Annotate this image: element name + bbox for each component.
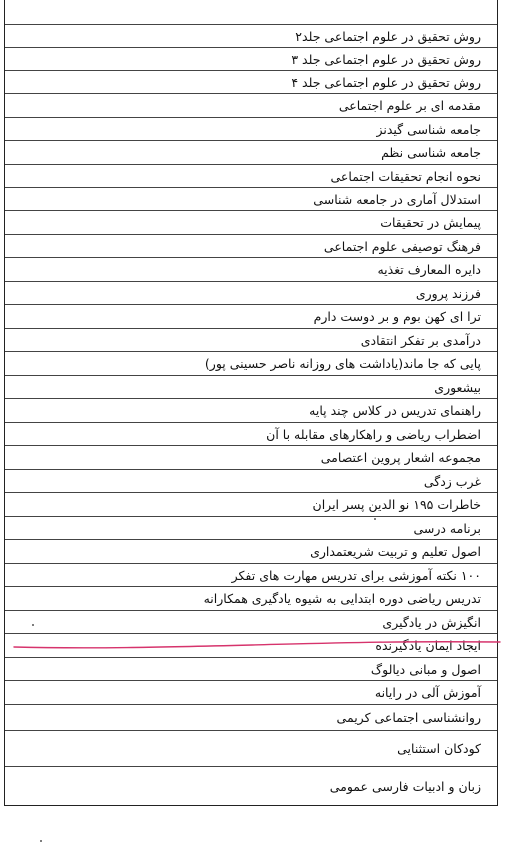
table-row <box>5 422 497 445</box>
table-row <box>5 351 497 375</box>
book-title: خاطرات ۱۹۵ نو الدین پسر ایران <box>312 497 481 512</box>
book-title: جامعه شناسی نظم <box>381 145 481 160</box>
book-title: روش تحقیق در علوم اجتماعی جلد۲ <box>295 28 481 44</box>
book-title: اصول و مبانی دیالوگ <box>370 661 481 677</box>
book-title: پایی که جا ماند(یاداشت های روزانه ناصر حسینی پور) <box>204 356 481 371</box>
table-row <box>5 563 497 586</box>
table-row <box>5 257 497 281</box>
book-title: ترا ای کهن بوم و بر دوست دارم <box>313 309 481 324</box>
table-row <box>5 516 497 539</box>
table-row <box>5 140 497 164</box>
table-row <box>5 47 497 70</box>
table-row <box>5 633 497 657</box>
table-row <box>5 586 497 610</box>
book-title: فرهنگ توصیفی علوم اجتماعی <box>323 238 481 254</box>
ink-speck <box>40 840 42 842</box>
table-row <box>5 610 497 633</box>
book-title: بیشعوری <box>434 379 481 395</box>
book-title: ۱۰۰ نکته آموزشی برای تدریس مهارت های تفکر <box>231 567 481 583</box>
table-row <box>5 117 497 140</box>
table-row <box>5 328 497 351</box>
book-title: تدریس ریاضی دوره ابتدایی به شیوه یادگیری همکارانه <box>203 591 481 606</box>
table-row <box>5 187 497 210</box>
table-row <box>5 704 497 730</box>
book-title: درآمدی بر تفکر انتقادی <box>360 332 481 348</box>
book-title: نحوه انجام تحقیقات اجتماعی <box>330 168 481 184</box>
book-title: روش تحقیق در علوم اجتماعی جلد ۳ <box>291 51 481 67</box>
book-title: برنامه درسی <box>413 520 481 536</box>
book-title: غرب زدگی <box>423 473 481 489</box>
table-row <box>5 492 497 516</box>
ink-speck <box>32 624 34 626</box>
table-row <box>5 24 497 47</box>
table-row <box>5 469 497 492</box>
book-title: اضطراب ریاضی و راهکارهای مقابله با آن <box>266 426 481 442</box>
book-title: راهنمای تدریس در کلاس چند پایه <box>309 403 481 418</box>
book-title: انگیزش در یادگیری <box>382 614 481 630</box>
book-title: دایره المعارف تغذیه <box>377 262 481 277</box>
table-row <box>5 766 497 806</box>
book-title: روانشناسی اجتماعی کریمی <box>336 710 481 725</box>
table-row <box>5 398 497 422</box>
table-row <box>5 281 497 304</box>
book-title: جامعه شناسی گیدنز <box>376 121 481 137</box>
book-list-table <box>4 0 498 806</box>
book-title: آموزش آلی در رایانه <box>374 685 481 700</box>
book-title: مقدمه ای بر علوم اجتماعی <box>338 98 481 113</box>
book-title: ایجاد ایمان یادگیرنده <box>375 638 481 653</box>
book-title: کودکان استثنایی <box>397 741 481 756</box>
table-row <box>5 70 497 93</box>
table-row <box>5 680 497 704</box>
ink-speck <box>374 518 376 520</box>
book-title: زبان و ادبیات فارسی عمومی <box>329 779 481 794</box>
table-row <box>5 730 497 766</box>
table-row <box>5 539 497 563</box>
book-title: روش تحقیق در علوم اجتماعی جلد ۴ <box>291 74 481 90</box>
table-row <box>5 164 497 187</box>
book-title: اصول تعلیم و تربیت شریعتمداری <box>310 544 481 559</box>
book-title: پیمایش در تحقیقات <box>380 215 481 230</box>
table-row <box>5 234 497 257</box>
book-title: فرزند پروری <box>415 285 481 301</box>
table-row <box>5 210 497 234</box>
table-row <box>5 445 497 469</box>
table-row <box>5 304 497 328</box>
table-row <box>5 93 497 117</box>
book-title: مجموعه اشعار پروین اعتصامی <box>320 450 481 465</box>
table-row <box>5 375 497 398</box>
table-row <box>5 657 497 680</box>
book-title: استدلال آماری در جامعه شناسی <box>313 191 481 207</box>
